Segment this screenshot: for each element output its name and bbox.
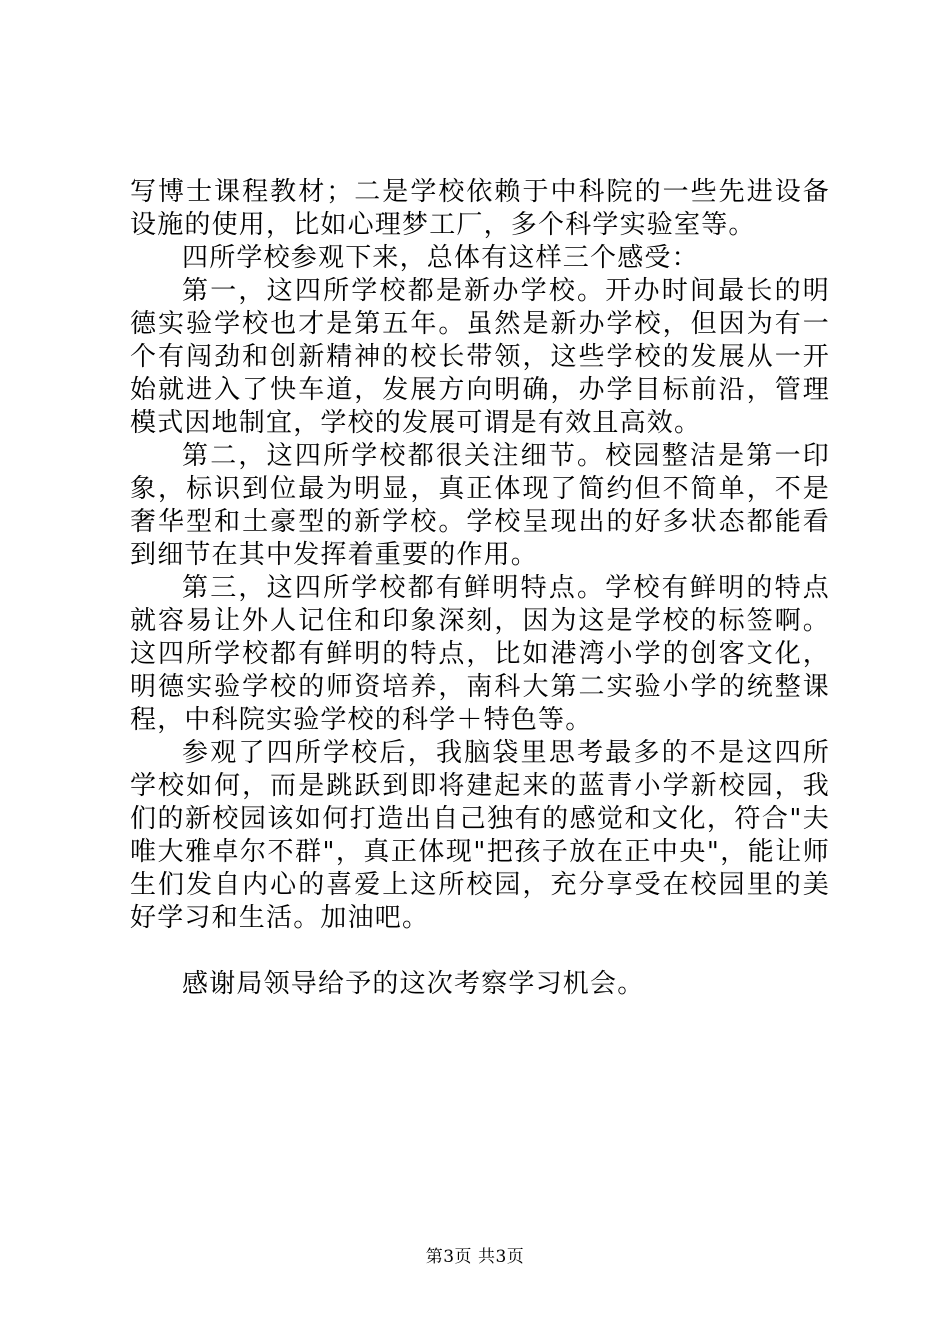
page-number-footer: 第3页 共3页 <box>425 1247 525 1267</box>
paragraph-continuation: 写博士课程教材；二是学校依赖于中科院的一些先进设备设施的使用，比如心理梦工厂，多个科学实验室等。 <box>130 177 830 240</box>
paragraph-impressions-intro: 四所学校参观下来，总体有这样三个感受： <box>182 243 699 273</box>
paragraph-second-impression: 第二，这四所学校都很关注细节。校园整洁是第一印象，标识到位最为明显，真正体现了简约但不简单，不是奢华型和土豪型的新学校。学校呈现出的好多状态都能看到细节在其中发挥着重要的作用。 <box>130 441 830 570</box>
paragraph-reflection: 参观了四所学校后，我脑袋里思考最多的不是这四所学校如何，而是跳跃到即将建起来的蓝青小学新校园，我们的新校园该如何打造出自己独有的感觉和文化，符合"夫唯大雅卓尔不群"，真正体现"把孩子放在正中央"，能让师生们发自内心的喜爱上这所校园，充分享受在校园里的美好学习和生活。加油吧。 <box>130 738 830 933</box>
paragraph-first-impression: 第一，这四所学校都是新办学校。开办时间最长的明德实验学校也才是第五年。虽然是新办学校，但因为有一个有闯劲和创新精神的校长带领，这些学校的发展从一开始就进入了快车道，发展方向明确，办学目标前沿，管理模式因地制宜，学校的发展可谓是有效且高效。 <box>130 276 830 438</box>
paragraph-third-impression: 第三，这四所学校都有鲜明特点。学校有鲜明的特点就容易让外人记住和印象深刻，因为这是学校的标签啊。这四所学校都有鲜明的特点，比如港湾小学的创客文化，明德实验学校的师资培养，南科大第二实验小学的统整课程，中科院实验学校的科学＋特色等。 <box>130 573 830 735</box>
paragraph-thanks: 感谢局领导给予的这次考察学习机会。 <box>182 969 645 999</box>
document-body <box>130 176 830 1001</box>
